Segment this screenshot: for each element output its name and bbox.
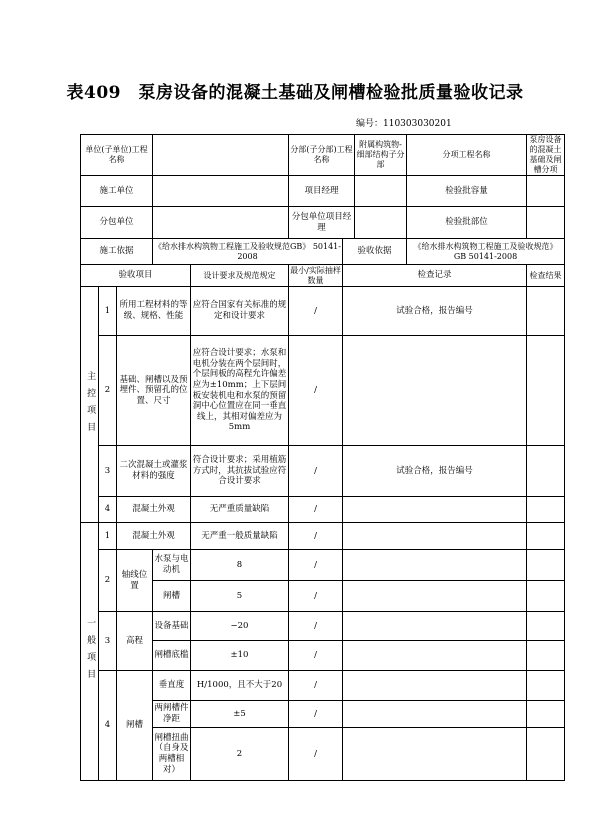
row-number: 2 (99, 550, 117, 612)
acceptance-basis-label: 验收依据 (343, 239, 407, 265)
batch-capacity-value[interactable] (527, 176, 565, 207)
main-row-2 (81, 336, 565, 446)
row-sample: / (289, 612, 343, 641)
row-spec: 应符合设计要求；水泵和电机分装在两个层间时，个层间板的高程允许偏差应为±10mm；上下层间板安装机电和水泵的预留洞中心位置应在同一垂直线上，其相对偏差应为5mm (191, 336, 289, 446)
row-sample: / (289, 728, 343, 781)
construction-basis-value: 《给水排水构筑物工程施工及验收规范GB》 50141-2008 (153, 239, 343, 265)
main-items-label: 主控项目 (81, 287, 99, 523)
row-group: 闸槽 (117, 671, 153, 781)
row-record[interactable] (343, 581, 527, 612)
batch-part-value[interactable] (527, 207, 565, 239)
row-result[interactable] (527, 497, 565, 523)
construction-basis-label: 施工依据 (81, 239, 153, 265)
row-sample: / (289, 641, 343, 671)
row-subitem: 闸槽 (153, 581, 191, 612)
batch-part-label: 检验批部位 (407, 207, 527, 239)
row-record[interactable] (343, 701, 527, 728)
col-sample-header: 最小/实际抽样数量 (290, 265, 341, 285)
row-item: 基础、闸槽以及预埋件、预留孔的位置、尺寸 (117, 336, 191, 446)
row-result[interactable] (527, 550, 565, 581)
general-row-3b (81, 641, 565, 671)
row-item: 所用工程材料的等级、规格、性能 (117, 287, 191, 336)
col-item-header: 验收项目 (81, 265, 191, 287)
inspection-form-table (80, 134, 565, 781)
subcontractor-label: 分包单位 (81, 207, 153, 239)
attach-structure-label: 附属构筑物-细部结构子分部 (355, 135, 407, 176)
general-row-3a (81, 612, 565, 641)
row-result[interactable] (527, 612, 565, 641)
row-sample: / (289, 287, 343, 336)
row-spec: 符合设计要求；采用植筋方式时，其抗拔试验应符合设计要求 (191, 446, 289, 497)
row-spec: 应符合国家有关标准的规定和设计要求 (191, 287, 289, 336)
row-item: 混凝土外观 (117, 497, 191, 523)
row-item: 混凝土外观 (117, 523, 191, 550)
contractor-value[interactable] (153, 176, 289, 207)
row-number: 3 (99, 446, 117, 497)
row-spec: 5 (191, 581, 289, 612)
row-record[interactable] (343, 523, 527, 550)
row-sample: / (289, 581, 343, 612)
row-number: 2 (99, 336, 117, 446)
row-result[interactable] (527, 581, 565, 612)
row-record[interactable] (343, 612, 527, 641)
row-record[interactable] (343, 641, 527, 671)
col-record-header: 检查记录 (343, 265, 527, 287)
row-sample: / (289, 446, 343, 497)
row-subitem: 设备基础 (153, 612, 191, 641)
row-number: 4 (99, 497, 117, 523)
row-sample: / (289, 701, 343, 728)
main-row-1 (81, 287, 565, 336)
row-result[interactable] (527, 701, 565, 728)
row-record[interactable] (343, 728, 527, 781)
row-record[interactable] (343, 671, 527, 701)
general-items-label: 一般项目 (81, 523, 99, 781)
row-result[interactable] (527, 671, 565, 701)
contractor-label: 施工单位 (81, 176, 153, 207)
general-row-2b (81, 581, 565, 612)
row-group: 轴线位置 (117, 550, 153, 612)
row-sample: / (289, 671, 343, 701)
col-result-header: 检查结果 (527, 265, 565, 287)
row-group: 高程 (117, 612, 153, 671)
row-number: 3 (99, 612, 117, 671)
row-subitem: 垂直度 (153, 671, 191, 701)
row-spec: −20 (191, 612, 289, 641)
page-title: 表409 泵房设备的混凝土基础及闸槽检验批质量验收记录 (66, 83, 524, 103)
sub-pm-value[interactable] (355, 207, 407, 239)
row-result[interactable] (527, 446, 565, 497)
row-record[interactable] (343, 550, 527, 581)
batch-capacity-label: 检验批容量 (407, 176, 527, 207)
row-record (343, 336, 527, 446)
project-manager-value[interactable] (355, 176, 407, 207)
sub-pm-label: 分包单位项目经理 (289, 207, 355, 239)
general-row-4c (81, 728, 565, 781)
row-number: 1 (99, 287, 117, 336)
item-project-label: 分项工程名称 (407, 135, 527, 176)
general-row-4a (81, 671, 565, 701)
row-result[interactable] (527, 336, 565, 446)
general-row-1 (81, 523, 565, 550)
row-sample: / (289, 336, 343, 446)
row-spec: ±5 (191, 701, 289, 728)
row-spec: 无严重一般质量缺陷 (191, 523, 289, 550)
row-result[interactable] (527, 523, 565, 550)
row-subitem: 两闸槽件净距 (153, 701, 191, 728)
row-subitem: 闸槽扭曲（自身及两槽相对） (153, 728, 191, 781)
main-row-4 (81, 497, 565, 523)
row-spec: 无严重质量缺陷 (191, 497, 289, 523)
row-record: 试验合格，报告编号 (343, 446, 527, 497)
main-row-3 (81, 446, 565, 497)
row-spec: H/1000，且不大于20 (191, 671, 289, 701)
subcontractor-value[interactable] (153, 207, 289, 239)
general-row-2a (81, 550, 565, 581)
row-result[interactable] (527, 287, 565, 336)
project-manager-label: 项目经理 (289, 176, 355, 207)
row-record: 试验合格，报告编号 (343, 287, 527, 336)
row-number: 4 (99, 671, 117, 781)
row-spec: 2 (191, 728, 289, 781)
row-subitem: 水泵与电动机 (153, 550, 191, 581)
row-number: 1 (99, 523, 117, 550)
row-subitem: 闸槽底槛 (153, 641, 191, 671)
general-row-4b (81, 701, 565, 728)
unit-name-value[interactable] (153, 135, 289, 176)
row-result[interactable] (527, 641, 565, 671)
row-spec: ±10 (191, 641, 289, 671)
row-item: 二次混凝土或灌浆材料的强度 (117, 446, 191, 497)
sub-project-label: 分部(子分部)工程名称 (289, 135, 355, 176)
item-project-value: 泵房设备的混凝土基础及闸槽分项 (527, 135, 565, 176)
col-spec-header: 设计要求及规范规定 (191, 265, 289, 287)
unit-name-label: 单位(子单位)工程名称 (81, 135, 153, 176)
row-sample: / (289, 497, 343, 523)
row-sample: / (289, 523, 343, 550)
row-result[interactable] (527, 728, 565, 781)
acceptance-basis-value: 《给水排水构筑物工程施工及验收规范》GB 50141-2008 (407, 239, 565, 265)
row-record (343, 497, 527, 523)
form-code: 编号：110303030201 (356, 119, 452, 129)
row-spec: 8 (191, 550, 289, 581)
row-sample: / (289, 550, 343, 581)
